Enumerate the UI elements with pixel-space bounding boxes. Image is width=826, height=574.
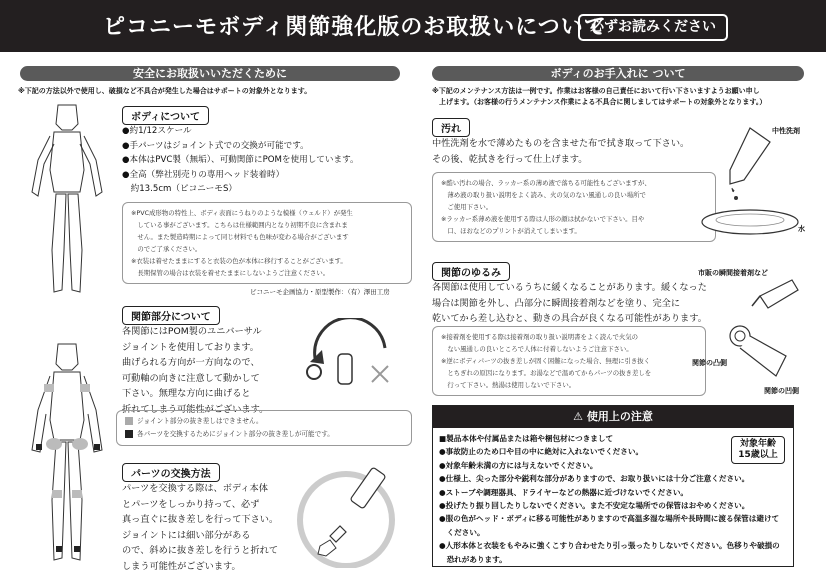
glue-joint-icon [696,276,808,388]
caution-item: ●仕様上、尖った部分や鋭利な部分がありますので、お取り扱いには十分ご注意ください。 [439,472,787,485]
legend-swatch-black [125,430,133,438]
loose-line: 場合は関節を外し、凸部分に瞬間接着剤などを塗り、完全に [432,296,707,312]
body-note-line: ※PVC成形物の特性上、ボディ表面にうねりのような模様（ウェルド）が発生 [131,207,403,219]
caution-item: 恐れがあります。 [439,553,787,566]
parts-line: パーツを交換する際は、ボディ本体 [122,481,278,497]
loose-note-line: ない風通しの良いところで人体に付着しないようご注意下さい。 [441,343,697,355]
parts-line: とパーツをしっかり持って、必ず [122,497,278,513]
hand-exchange-icon [290,460,402,568]
loose-note-line: ※接着剤を使用する際は接着剤の取り扱い説明書をよく読んで火気の [441,331,697,343]
body-spec-list [122,124,359,197]
body-note-line: ※衣装は着せたままにすると衣装の色が本体に移行することがございます。 [131,255,403,267]
dirt-note-line: ※ラッカー系薄め液を使用する際は人形の顔は拭かないで下さい。目や [441,213,707,225]
header-bar [0,0,826,52]
doll-joint-diagram-icon [22,340,112,565]
care-disclaimer [432,86,766,108]
caution-title: 使用上の注意 [587,410,653,423]
body-note-line: している事がございます。こちらは仕様範囲内となり初期不良に含まれま [131,219,403,231]
caution-item: ●対象年齢未満の方には与えないでください。 [439,459,787,472]
detergent-dish-icon [700,118,810,238]
heading-loose: 関節のゆるみ [432,262,510,281]
parts-line: しまう可能性がございます。 [122,559,278,574]
legend-removable-joint: 各パーツを交換するためにジョイント部分の抜き差しが可能です。 [137,430,334,438]
joint-line: 下さい。無理な方向に曲げると [122,386,268,402]
dirt-note-line: ご使用下さい。 [441,201,707,213]
credit: ピコニーモ企画協力・原型製作：（有）澤田工房 [250,287,390,296]
joint-legend-box [116,410,412,446]
doll-figure-icon [18,100,118,300]
caution-item: ●人形本体と衣装をもやみに強くこすり合わせたり引っ張ったりしないでください。色移りや破損の [439,539,787,552]
label-convex: 関節の凸側 [692,358,727,368]
joint-text [122,324,268,417]
loose-note-line: とちぎれの原因になります。お湯などで温めてからパーツの抜き差しを [441,367,697,379]
label-concave: 関節の凹側 [764,386,799,396]
section-title-care: ボディのお手入れに ついて [432,66,804,81]
parts-line: ジョイントには細い部分がある [122,528,278,544]
page-title: ピコニーモボディ関節強化版のお取扱いについて [103,10,607,41]
heading-joint: 関節部分について [122,306,220,325]
joint-line: 曲げられる方向が一方向なので、 [122,355,268,371]
caution-item: ●ストーブや調理器具、ドライヤーなどの熱器に近づけないでください。 [439,486,787,499]
legend-row-fixed [125,415,403,428]
care-disclaimer-line: 上げます。（お客様の行うメンテナンス作業による不具合に関しましてはサポートの対象外となります。） [432,97,766,108]
caution-item: ■製品本体や付属品または箱や梱包材につきまして [439,432,787,445]
parts-line: 真っ直ぐに抜き差しを行って下さい。 [122,512,278,528]
joint-direction-icon [300,318,400,398]
joint-line: 各関節にはPOM製のユニバーサル [122,324,268,340]
caution-box [432,405,794,567]
loose-note-line: ※逆にボディパーツの抜き差しが固く困難になった場合、無理に引き抜く [441,355,697,367]
parts-text [122,481,278,574]
age-badge-value: 15歳以上 [732,450,784,461]
dirt-note-line: ※酷い汚れの場合、ラッカー系の薄め液で落ちる可能性もございますが、 [441,177,707,189]
dirt-notes-box [432,172,716,242]
must-read-badge: 必ずお読みください [578,14,728,41]
caution-title-bar [433,406,793,428]
age-badge [731,436,785,464]
body-spec-line: ●全高（弊社別売りの専用ヘッド装着時） [122,168,359,183]
loose-text [432,280,707,327]
joint-line: 折れてしまう可能性がございます。 [122,402,268,418]
loose-line: 各関節は使用しているうちに緩くなることがあります。緩くなった [432,280,707,296]
label-detergent: 中性洗剤 [772,126,800,136]
caution-item: ●投げたり振り回したりしないでください。また不安定な場所での保管はおやめください。 [439,499,787,512]
loose-notes-box [432,326,706,396]
section-title-safety: 安全にお取扱いいただくために [20,66,400,81]
dirt-line: その後、乾拭きを行って仕上げます。 [432,152,689,168]
label-glue: 市販の瞬間接着剤など [698,268,768,278]
warning-icon: ⚠ [573,410,587,423]
loose-line: 乾いてから差し込むと、動きの具合が良くなる可能性があります。 [432,311,707,327]
caution-item: ●服の色がヘッド・ボディに移る可能性がありますので高温多湿な場所や長時間に渡る保管は避けて [439,512,787,525]
heading-parts: パーツの交換方法 [122,463,220,482]
body-notes-box [122,202,412,284]
legend-swatch-gray [125,417,133,425]
body-spec-line: ●手パーツはジョイント式での交換が可能です。 [122,139,359,154]
loose-note-line: 行って下さい。熱湯は使用しないで下さい。 [441,379,697,391]
label-water: 水 [798,224,805,234]
caution-item: ください。 [439,526,787,539]
caution-item: ●事故防止のため口や目の中に絶対に入れないでください。 [439,445,787,458]
legend-row-removable [125,428,403,441]
body-spec-line: ●本体はPVC製（無垢）、可動関節にPOMを使用しています。 [122,153,359,168]
joint-line: 可動軸の向きに注意して動かして [122,371,268,387]
age-badge-label: 対象年齢 [732,439,784,450]
dirt-line: 中性洗剤を水で薄めたものを含ませた布で拭き取って下さい。 [432,136,689,152]
support-note: ※下記の方法以外で使用し、破損など不具合が発生した場合はサポートの対象外となります。 [18,86,311,96]
heading-dirt: 汚れ [432,118,470,137]
dirt-note-line: 口、ほおなどのプリントが消えてしまいます。 [441,225,707,237]
body-note-line: 長期保管の場合は衣装を着せたままにしないようご注意ください。 [131,267,403,279]
joint-line: ジョイントを使用しております。 [122,340,268,356]
care-disclaimer-line: ※下記のメンテナンス方法は一例です。作業はお客様の自己責任において行い下さいますようお願い申し [432,86,766,97]
legend-fixed-joint: ジョイント部分の抜き差しはできません。 [137,417,263,425]
body-spec-line: ●約1/12スケール [122,124,359,139]
body-note-line: せん。また製造時期によって同じ材料でも色味が変わる場合がございます [131,231,403,243]
dirt-text [432,136,689,167]
body-spec-line: 約13.5cm（ピコニーモS） [122,182,359,197]
body-note-line: のでご了承ください。 [131,243,403,255]
dirt-note-line: 薄め液の取り扱い説明をよく読み、火の気のない風通しの良い場所で [441,189,707,201]
heading-body: ボディについて [122,106,209,125]
parts-line: ので、斜めに抜き差しを行うと折れて [122,543,278,559]
